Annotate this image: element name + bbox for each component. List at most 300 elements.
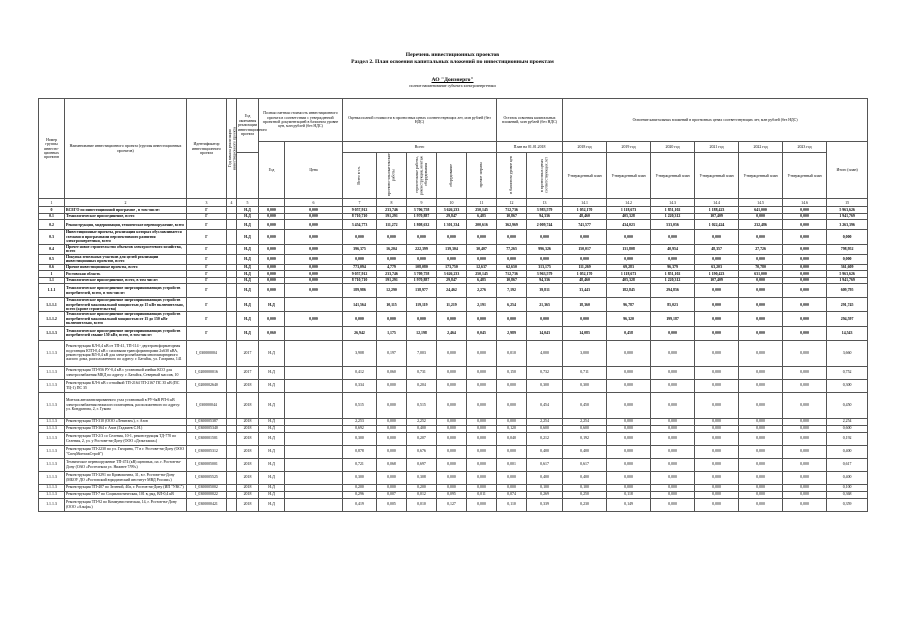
group-number: 1.1.1.3 [39, 484, 65, 491]
value-cell: 712,736 [497, 271, 527, 278]
project-name: Покупка земельных участков для целей реализации инвестиционных проектов, всего [65, 254, 187, 264]
value-cell: 7,192 [497, 284, 527, 298]
group-number: 1.1.1.3 [39, 326, 65, 340]
value-cell: 0,110 [497, 498, 527, 511]
value-cell: 0,095 [437, 491, 467, 498]
value-cell: 0,676 [407, 445, 437, 458]
estimate-price [285, 326, 343, 340]
value-cell: 21,365 [527, 298, 563, 312]
start-year: 2018 [237, 425, 259, 432]
value-cell: 0,000 [607, 379, 651, 392]
value-cell: 14,543 [827, 326, 868, 340]
estimate-price: 0,000 [285, 213, 343, 220]
column-number: 4 [227, 199, 237, 207]
start-year: Н.Д [237, 271, 259, 278]
estimate-price [285, 392, 343, 418]
column-number: 12 [497, 199, 527, 207]
estimate-price [285, 425, 343, 432]
value-cell: 0,515 [407, 392, 437, 418]
value-cell: 0,000 [827, 254, 868, 264]
value-cell: 0,000 [467, 312, 497, 326]
header-forecast-construction: строительные работы, реконструкция, монтаж оборудования [407, 153, 437, 199]
value-cell: 0,001 [497, 458, 527, 471]
estimate-year: Н.Д [259, 379, 285, 392]
value-cell: 48,460 [563, 213, 607, 220]
value-cell: 405,328 [607, 277, 651, 284]
project-name: Реконструкция ТП-2230 по ул. Гагарина, 77 в г. Ростове-на-Дону (ООО "СпецМонтажСтрой") [65, 445, 187, 458]
header-project-name: Наименование инвестиционного проекта (группы инвестиционных проектов) [65, 99, 187, 199]
value-cell: 0,000 [497, 230, 527, 244]
value-cell: 0,339 [527, 498, 563, 511]
estimate-year: Н.Д [259, 340, 285, 366]
value-cell: 0,100 [827, 484, 868, 491]
column-number [259, 199, 285, 207]
start-year: 2018 [237, 484, 259, 491]
value-cell: 0,000 [739, 379, 783, 392]
project-id: I_0300005002 [187, 484, 227, 491]
header-year-2020: 2020 год [651, 142, 695, 153]
group-number: 1.1.1.2 [39, 312, 65, 326]
estimate-price [285, 498, 343, 511]
value-cell: 0,000 [527, 230, 563, 244]
value-cell: 0,296 [343, 491, 377, 498]
start-year: 2018 [237, 498, 259, 511]
value-cell: 8 710,710 [343, 213, 377, 220]
status-mark [227, 230, 237, 244]
project-id: Г [187, 326, 227, 340]
value-cell: 0,000 [739, 312, 783, 326]
value-cell: 2,276 [467, 284, 497, 298]
value-cell: 48,357 [695, 244, 739, 254]
estimate-price: 0,000 [285, 244, 343, 254]
estimate-year: Н.Д [259, 471, 285, 484]
value-cell: 609,795 [827, 284, 868, 298]
column-number: 2 [65, 199, 187, 207]
value-cell: 0,000 [739, 445, 783, 458]
estimate-price [285, 418, 343, 425]
value-cell: 1 190,423 [695, 271, 739, 278]
value-cell: 0,197 [377, 340, 407, 366]
organization-name: АО "Донэнерго" [431, 77, 474, 83]
table-body [39, 199, 868, 511]
value-cell: 0,515 [343, 392, 377, 418]
header-approved-2022: Утвержденный план [739, 153, 783, 199]
value-cell: 0,000 [377, 432, 407, 445]
value-cell: 29,847 [437, 213, 467, 220]
column-number: 15 [827, 199, 868, 207]
value-cell: 0,419 [343, 498, 377, 511]
value-cell: 0,204 [407, 379, 437, 392]
table-row [39, 230, 868, 244]
value-cell: 0,000 [739, 432, 783, 445]
value-cell: 434,023 [607, 220, 651, 230]
value-cell: 0,000 [695, 491, 739, 498]
value-cell: 0,000 [739, 326, 783, 340]
project-id: Г [187, 264, 227, 271]
value-cell: 0,150 [497, 366, 527, 379]
table-row [39, 254, 868, 264]
value-cell: 96,787 [607, 298, 651, 312]
value-cell: 0,000 [651, 379, 695, 392]
estimate-year: 0,000 [259, 213, 285, 220]
value-cell: 0,000 [377, 312, 407, 326]
value-cell: 0,000 [437, 432, 467, 445]
value-cell: 0,000 [437, 340, 467, 366]
value-cell: 0,000 [783, 471, 827, 484]
column-number: 9 [407, 199, 437, 207]
value-cell: 26,942 [343, 326, 377, 340]
value-cell: 3 706,758 [407, 207, 437, 214]
value-cell: 362,969 [497, 220, 527, 230]
value-cell: 0,000 [437, 418, 467, 425]
value-cell: 631,000 [739, 271, 783, 278]
value-cell: 3 263,396 [827, 220, 868, 230]
organization-caption: полное наименование субъекта электроэнергетики [409, 83, 496, 88]
value-cell: 0,000 [607, 230, 651, 244]
value-cell: 4,000 [527, 340, 563, 366]
value-cell: 0,000 [783, 326, 827, 340]
header-approved-2023: Утвержденный план [783, 153, 827, 199]
header-approved-2021: Утвержденный план [695, 153, 739, 199]
value-cell: 0,000 [783, 230, 827, 244]
value-cell: 0,000 [739, 213, 783, 220]
value-cell: 0,400 [563, 471, 607, 484]
value-cell: 250,145 [467, 271, 497, 278]
estimate-price: 0,000 [285, 284, 343, 298]
value-cell: 0,000 [783, 491, 827, 498]
value-cell: 0,000 [651, 484, 695, 491]
header-forecast-all: Всего в т.ч. [343, 153, 377, 199]
value-cell: 111,269 [563, 264, 607, 271]
project-id: I_0300005387 [187, 418, 227, 425]
value-cell: 0,000 [783, 484, 827, 491]
value-cell: 0,000 [739, 458, 783, 471]
start-year: Н.Д [237, 284, 259, 298]
value-cell: 39,811 [527, 284, 563, 298]
header-forecast-total: Всего [343, 142, 497, 153]
table-row [39, 484, 868, 491]
estimate-price [285, 471, 343, 484]
project-name: ВСЕГО по инвестиционной программе , в том числе: [65, 207, 187, 214]
value-cell: 29,847 [437, 277, 467, 284]
value-cell: 0,000 [739, 418, 783, 425]
table-row [39, 432, 868, 445]
value-cell: 3,000 [563, 340, 607, 366]
estimate-year: Н.Д [259, 418, 285, 425]
estimate-year: Н.Д [259, 445, 285, 458]
header-end-year: Год окончания реализации инвестиционного проекта [237, 99, 259, 153]
project-name: Технологическое присоединение энергопринимающих устройств потребителей, всего, в том числе: [65, 284, 187, 298]
estimate-price [285, 379, 343, 392]
value-cell: 3 454,773 [343, 220, 377, 230]
start-year: Н.Д [237, 207, 259, 214]
status-mark [227, 312, 237, 326]
value-cell: 0,000 [739, 254, 783, 264]
value-cell: 0,000 [695, 254, 739, 264]
status-mark [227, 484, 237, 491]
value-cell: 173,750 [437, 264, 467, 271]
value-cell: 9 057,912 [343, 207, 377, 214]
value-cell: 0,000 [467, 458, 497, 471]
value-cell: 0,000 [407, 230, 437, 244]
table-row [39, 418, 868, 425]
estimate-year: 0,000 [259, 207, 285, 214]
status-mark [227, 425, 237, 432]
value-cell: 7,003 [407, 340, 437, 366]
value-cell: 0,200 [407, 484, 437, 491]
group-number: 0 [39, 207, 65, 214]
value-cell: 0,000 [651, 491, 695, 498]
value-cell: 0,000 [783, 392, 827, 418]
value-cell: 0,000 [783, 284, 827, 298]
group-number: 1.1.1.3 [39, 471, 65, 484]
value-cell: 0,000 [783, 498, 827, 511]
value-cell: 0,000 [607, 432, 651, 445]
value-cell: 0,000 [343, 230, 377, 244]
value-cell: 0,149 [607, 498, 651, 511]
value-cell: 0,359 [827, 498, 868, 511]
value-cell: 0,040 [497, 432, 527, 445]
estimate-year: Н.Д [259, 392, 285, 418]
estimate-year: 0,000 [259, 254, 285, 264]
estimate-price: 0,000 [285, 230, 343, 244]
estimate-year: 0,000 [259, 220, 285, 230]
project-id: I_0300005525 [187, 471, 227, 484]
status-mark [227, 471, 237, 484]
value-cell: 0,300 [343, 432, 377, 445]
value-cell: 141,564 [343, 298, 377, 312]
header-year-2022: 2022 год [739, 142, 783, 153]
project-name: Реконструкция ТП-7 по Социалистическая, 101 в, ряд, ВЛ-0,4 кВ [65, 491, 187, 498]
value-cell: 1 970,887 [407, 213, 437, 220]
value-cell: 0,000 [437, 312, 467, 326]
value-cell: 294,597 [827, 312, 868, 326]
section-title: Раздел 2. План освоения капитальных вложений по инвестиционным проектам [351, 59, 554, 65]
value-cell: 94,336 [527, 213, 563, 220]
group-number: 1.1.1.3 [39, 491, 65, 498]
value-cell: 0,308 [407, 471, 437, 484]
project-name: Прочие инвестиционные проекты, всего [65, 264, 187, 271]
value-cell: 0,012 [407, 491, 437, 498]
value-cell: 0,010 [497, 340, 527, 366]
value-cell: 0,000 [607, 418, 651, 425]
estimate-year: 0,060 [259, 326, 285, 340]
table-row [39, 244, 868, 254]
value-cell: 107,409 [695, 277, 739, 284]
value-cell: 40,954 [651, 244, 695, 254]
value-cell: 0,000 [651, 366, 695, 379]
value-cell: 11,219 [437, 298, 467, 312]
estimate-year: Н.Д [259, 432, 285, 445]
value-cell: 2,191 [467, 298, 497, 312]
column-number: 10 [437, 199, 467, 207]
estimate-year: Н.Д [259, 484, 285, 491]
value-cell: 14,085 [563, 326, 607, 340]
value-cell: 0,400 [827, 471, 868, 484]
estimate-price: 0,000 [285, 277, 343, 284]
column-number: 8 [377, 199, 407, 207]
value-cell: 0,000 [437, 366, 467, 379]
project-id: I_0300001501 [187, 432, 227, 445]
start-year: 2018 [237, 458, 259, 471]
value-cell: 3 626,233 [437, 207, 467, 214]
header-forecast-other: прочие затраты [467, 153, 497, 199]
start-year: Н.Д [237, 220, 259, 230]
value-cell: 741,577 [563, 220, 607, 230]
estimate-year: Н.Д [259, 298, 285, 312]
value-cell: 0,000 [695, 458, 739, 471]
column-number: 14.2 [607, 199, 651, 207]
group-number: 0.6 [39, 264, 65, 271]
estimate-price: 0,000 [285, 264, 343, 271]
group-number: 0.3 [39, 230, 65, 244]
value-cell: 0,000 [607, 425, 651, 432]
value-cell: 0,000 [783, 264, 827, 271]
value-cell: 0,000 [783, 418, 827, 425]
value-cell: 0,000 [739, 366, 783, 379]
value-cell: 250,145 [467, 207, 497, 214]
value-cell: 0,000 [651, 326, 695, 340]
value-cell: 0,000 [497, 379, 527, 392]
header-end-year-blank [237, 153, 259, 199]
value-cell: 0,000 [467, 254, 497, 264]
start-year: 2018 [237, 471, 259, 484]
value-cell: 0,000 [651, 340, 695, 366]
value-cell: 0,118 [607, 491, 651, 498]
value-cell: 0,000 [695, 230, 739, 244]
value-cell: 0,000 [343, 312, 377, 326]
value-cell: 0,458 [607, 326, 651, 340]
value-cell: 0,000 [739, 498, 783, 511]
value-cell: 189,986 [343, 284, 377, 298]
value-cell: 798,952 [827, 244, 868, 254]
header-forecast: Оценка полной стоимости в прогнозных ценах соответствующих лет, млн рублей (без НДС) [343, 99, 497, 142]
value-cell: 0,000 [607, 471, 651, 484]
value-cell: 0,269 [527, 491, 563, 498]
value-cell: 0,450 [827, 392, 868, 418]
table-row [39, 379, 868, 392]
group-number: 1.1.1.3 [39, 458, 65, 471]
value-cell: 3 626,233 [437, 271, 467, 278]
value-cell: 48,460 [563, 277, 607, 284]
value-cell: 6,485 [467, 213, 497, 220]
start-year: Н.Д [237, 230, 259, 244]
value-cell: 2,254 [827, 418, 868, 425]
header-estimate-year: Год [259, 142, 285, 199]
estimate-year: 0,000 [259, 244, 285, 254]
start-year: 2018 [237, 491, 259, 498]
group-number: 0.4 [39, 244, 65, 254]
value-cell: 2,254 [527, 418, 563, 425]
start-year: Н.Д [237, 254, 259, 264]
value-cell: 6,485 [467, 277, 497, 284]
value-cell: 1 301,334 [437, 220, 467, 230]
value-cell: 0,400 [563, 445, 607, 458]
value-cell: 3 709,758 [407, 271, 437, 278]
value-cell: 0,000 [467, 230, 497, 244]
value-cell: 0,000 [783, 425, 827, 432]
value-cell: 0,617 [827, 458, 868, 471]
value-cell: 0,000 [437, 254, 467, 264]
value-cell: 85,023 [651, 298, 695, 312]
value-cell: 0,000 [695, 312, 739, 326]
estimate-year: 0,000 [259, 271, 285, 278]
value-cell: 0,334 [343, 379, 377, 392]
value-cell: 361,609 [827, 264, 868, 271]
group-number: 1.1.1.3 [39, 445, 65, 458]
value-cell: 0,000 [527, 254, 563, 264]
status-mark [227, 244, 237, 254]
group-number: 1.1.1 [39, 284, 65, 298]
value-cell: 405,328 [607, 213, 651, 220]
header-forecast-equipment: оборудование [437, 153, 467, 199]
value-cell: 0,000 [467, 484, 497, 491]
value-cell: 0,000 [343, 254, 377, 264]
header-project-id: Идентификатор инвестиционного проекта [187, 99, 227, 199]
value-cell: 0,878 [343, 445, 377, 458]
value-cell: 233,746 [377, 271, 407, 278]
value-cell: 0,000 [739, 491, 783, 498]
value-cell: 0,074 [497, 491, 527, 498]
value-cell: 0,000 [651, 471, 695, 484]
value-cell: 5 963,626 [827, 271, 868, 278]
value-cell: 222,399 [407, 244, 437, 254]
header-remaining-forecast: в прогнозных ценах соответствующих лет [527, 153, 563, 199]
value-cell: 0,368 [827, 491, 868, 498]
value-cell: 3 963,579 [527, 271, 563, 278]
value-cell: 107,409 [695, 213, 739, 220]
project-name: Реконструкция ТП-2/3 со Селения, 10-1, реконструкция ТД-770 по Селения, 2, ул. у Ростове-на-Дону (ООО «Дельтахим») [65, 432, 187, 445]
value-cell: 16,204 [377, 244, 407, 254]
value-cell: 0,000 [607, 445, 651, 458]
value-cell: 0,000 [695, 484, 739, 491]
estimate-year: Н.Д [259, 458, 285, 471]
value-cell: 0,000 [467, 379, 497, 392]
value-cell: 0,692 [343, 425, 377, 432]
value-cell: 18,360 [563, 298, 607, 312]
value-cell: 96,379 [651, 264, 695, 271]
value-cell: 0,000 [437, 458, 467, 471]
value-cell: 0,000 [695, 340, 739, 366]
value-cell: 0,000 [783, 445, 827, 458]
estimate-year: Н.Д [259, 498, 285, 511]
value-cell: 0,000 [783, 271, 827, 278]
header-plan-date: План на 01.01.2018 [497, 142, 563, 153]
value-cell: 0,010 [407, 498, 437, 511]
value-cell: 0,007 [377, 491, 407, 498]
value-cell: 0,400 [407, 425, 437, 432]
value-cell: 0,000 [377, 418, 407, 425]
value-cell: 0,000 [437, 392, 467, 418]
value-cell: 0,731 [407, 366, 437, 379]
table-row [39, 471, 868, 484]
value-cell: 0,000 [563, 254, 607, 264]
value-cell: 0,000 [651, 498, 695, 511]
value-cell: 0,000 [437, 425, 467, 432]
group-number: 1.1.1.3 [39, 366, 65, 379]
header-remaining-base: в базисном уровне цен [497, 153, 527, 199]
value-cell: 4,779 [377, 264, 407, 271]
value-cell: 0,300 [827, 379, 868, 392]
project-name: Реконструкция ТП-92 по Коммунистическая, 14, г. Ростов-на-Дону (ООО «Альфа») [65, 498, 187, 511]
value-cell: 0,000 [695, 326, 739, 340]
value-cell: 0,000 [497, 484, 527, 491]
header-approved-2019: Утвержденный план [607, 153, 651, 199]
value-cell: 0,000 [695, 298, 739, 312]
value-cell: 0,000 [695, 471, 739, 484]
value-cell: 0,000 [437, 379, 467, 392]
project-name: Технологическое присоединение энергопринимающих устройств потребителей максимальной мощностью от 15 до 150 кВт включительно, всего [65, 312, 187, 326]
